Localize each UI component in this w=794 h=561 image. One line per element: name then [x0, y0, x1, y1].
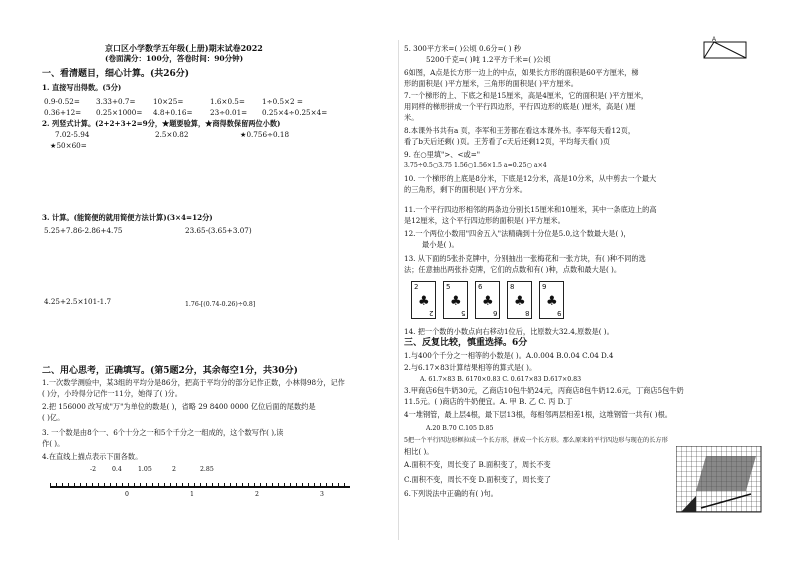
q1-heading: 1. 直接写出得数。(5分) [42, 83, 122, 92]
choice-options: A.20 B.70 C.105 D.85 [426, 425, 494, 432]
number-value: 2 [172, 466, 176, 473]
fill-question: 5200千克=( )吨 1.2平方千米=( )公顷 [426, 55, 551, 64]
fill-question: 最小是( )。 [422, 240, 459, 249]
fill-question: 11.一个平行四边形相邻的两条边分别长15厘米和10厘米，其中一条底边上的高 [404, 205, 657, 214]
axis-tick-label: 3 [320, 491, 324, 498]
choice-question: 4一堆钢管，最上层4根，最下层13根，每相邻两层相差1根，这堆钢管一共有( )根。 [404, 410, 672, 419]
fill-question: 1.一次数学测验中，某3组的平均分是86分，把高于平均分的部分记作正数，小林得98分，记作 [42, 378, 345, 387]
calc-item: 4.25+2.5×101-1.7 [44, 297, 112, 306]
playing-card: 8 ♣ 8 [507, 281, 532, 319]
calc-item: 0.25×1000= [96, 108, 143, 117]
fill-question: 4.在直线上描点表示下面各数。 [42, 452, 143, 461]
number-value: 0.4 [112, 466, 122, 473]
rectangle-figure [702, 36, 750, 60]
axis-tick-label: 0 [125, 491, 129, 498]
fill-question: 3. 一个数是由8个一、6个十分之一和5个千分之一组成的，这个数写作( ),读 [42, 428, 284, 437]
fill-question: 是12厘米，这个平行四边形的面积是( )平方厘米。 [404, 216, 565, 225]
fill-question: 6如图，A点是长方形一边上的中点，如果长方形的面积是60平方厘米，梯 [404, 68, 639, 77]
fill-question: 5. 300平方米=( )公顷 0.6分=( ) 秒 [404, 44, 522, 53]
fill-question: 10. 一个梯形的上底是8分米，下底是12分米，高是10分米，从中剪去一个最大 [404, 174, 657, 183]
playing-card: 2 ♣ 2 [411, 281, 436, 319]
fill-question: 法；任意抽出两张扑克牌，它们的点数和有( )种，点数和最大是( )。 [404, 265, 622, 274]
club-icon: ♣ [546, 294, 558, 309]
number-line [50, 486, 350, 488]
fill-question: 3.75÷0.5○3.75 1.56○1.56×1.5 a=0.25○ a×4 [404, 162, 547, 169]
axis-tick-label: 2 [255, 491, 259, 498]
fill-question: 看了b天后还剩( )页。王芳看了c天后还剩12页，平均每天看( )页 [404, 137, 611, 146]
choice-options: A. 61.7×83 B. 6170×0.83 C. 0.617×83 D.617×0.83 [420, 376, 582, 383]
point-a-label: A [712, 37, 717, 43]
exam-subtitle: (卷面满分：100分，答卷时间：90分钟) [105, 54, 244, 63]
number-value: 1.05 [138, 466, 152, 473]
choice-options: C.面积不变，周长不变 D.面积变了，周长变了 [404, 475, 551, 484]
fill-question: 作( )。 [42, 439, 65, 448]
choice-question: 1.与400个千分之一相等的小数是( )。A.0.004 B.0.04 C.04 D.4 [404, 351, 614, 360]
club-icon: ♣ [450, 294, 462, 309]
fill-question: 2.把 156000 改写成"万"为单位的数是( )，省略 29 8400 0000 亿位后面的尾数约是 [42, 402, 316, 411]
playing-card: 9 ♣ 9 [539, 281, 564, 319]
calc-item: 0.36+12= [44, 108, 82, 117]
choice-question: 相比( )。 [404, 447, 434, 456]
calc-item: 1÷0.5×2 = [262, 97, 303, 106]
number-value: -2 [90, 466, 97, 473]
axis-tick-label: 1 [190, 491, 194, 498]
fill-question: ( )亿。 [42, 413, 65, 422]
fill-question: 13. 从下面的5张扑克牌中，分别抽出一张梅花和一张方块，有( )种不同的选 [404, 254, 646, 263]
q3-heading: 3. 计算。(能简便的就用简便方法计算)(3×4=12分) [42, 213, 213, 222]
calc-item: 10×25= [153, 97, 184, 106]
fill-question: 米。 [404, 113, 419, 122]
calc-item: 0.9-0.52= [44, 97, 80, 106]
calc-item: 2.5×0.82 [155, 130, 189, 139]
section2-heading: 二、用心思考，正确填写。(第5题2分，其余每空1分，共30分) [42, 366, 298, 376]
exam-title: 京口区小学数学五年级(上册)期末试卷2022 [105, 43, 263, 53]
playing-card: 6 ♣ 6 [475, 281, 500, 319]
calc-item: 4.8+0.16= [153, 108, 193, 117]
club-icon: ♣ [514, 294, 526, 309]
choice-question: 2.与6.17×83计算结果相等的算式是( )。 [404, 363, 537, 372]
fill-question: 形的面积是( )平方厘米，三角形的面积是( )平方厘米。 [404, 79, 578, 88]
choice-question: 3.甲商店6包牛奶30元，乙商店10包牛奶24元，丙商店8包牛奶12.6元，丁商店5包牛奶 [404, 386, 684, 395]
section1-heading: 一、看清题目，细心计算。(共26分) [42, 69, 190, 79]
calc-item: 5.25+7.86-2.86+4.75 [44, 226, 123, 235]
fill-question: 7.一个梯形的上、下底之和是15厘米，高是4厘米，它的面积是( )平方厘米， [404, 91, 649, 100]
q2-heading: 2. 列竖式计算。(2+2+3+2=9分，★题要验算，★商得数保留两位小数) [42, 119, 281, 128]
fill-question: 用同样的梯形拼成一个平行四边形，平行四边形的底是( )厘米，高是( )厘 [404, 102, 636, 111]
calc-item: 23.65-(3.65+3.07) [185, 226, 252, 235]
calc-item: ★50×60= [50, 141, 87, 150]
fill-question: 的三角形，剩下的面积是( )平方分米。 [404, 185, 527, 194]
section3-heading: 三、反复比较，慎重选择。6分 [404, 338, 528, 348]
calc-item: 7.02-5.94 [55, 130, 90, 139]
calc-item: 1.6×0.5= [210, 97, 245, 106]
club-icon: ♣ [482, 294, 494, 309]
number-value: 2.85 [200, 466, 214, 473]
choice-question: 6.下列说法中正确的有( )句。 [404, 489, 498, 498]
fill-question: ( )分，小玲得分记作一11分，她得了( )分。 [42, 389, 182, 398]
calc-item: 0.25×4÷0.25×4= [262, 108, 328, 117]
club-icon: ♣ [418, 294, 430, 309]
fill-question: 9. 在○里填">、<或=" [404, 150, 481, 159]
calc-item: 1.76-[(0.74-0.26)÷0.8] [185, 301, 256, 308]
fill-question: 14. 把一个数的小数点向右移动1位后，比原数大32.4,原数是( )。 [404, 327, 614, 336]
calc-item: 3.33+0.7= [96, 97, 136, 106]
calc-item: 23÷0.01= [210, 108, 248, 117]
calc-item: ★0.756÷0.18 [240, 130, 290, 139]
grid-figure [676, 446, 766, 516]
column-divider [398, 40, 399, 540]
choice-question: 11.5元。( )商店的牛奶便宜。A. 甲 B. 乙 C. 丙 D.丁 [404, 397, 573, 406]
fill-question: 12.一个两位小数用"四舍五入"法精确到十分位是5.0,这个数最大是( )， [404, 229, 631, 238]
choice-options: A.面积不变，周长变了 B.面积变了，周长不变 [404, 460, 551, 469]
choice-question: 5把一个平行四边形框拉成一个长方形，拼成一个长方形。那么原来的平行四边形与现在的长方形 [404, 437, 668, 444]
fill-question: 8.本课外书共有a 页，李军和王芳都在看这本课外书。李军每天看12页， [404, 126, 636, 135]
playing-card: 5 ♣ 5 [443, 281, 468, 319]
